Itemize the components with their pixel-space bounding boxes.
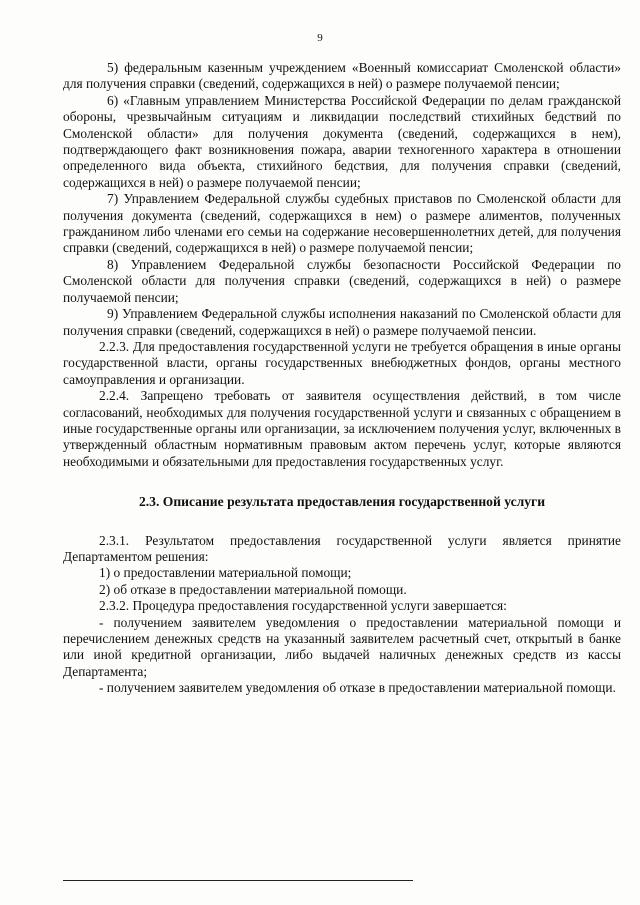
page-number: 9 — [317, 32, 323, 44]
paragraph: 2.2.4. Запрещено требовать от заявителя осуществления действий, в том числе согласований, необходимых для получения государственной услуги и связанных с обращением в иные государственные органы или организации, за исключением получения услуг, включенных в утвержденный областным нормативным правовым актом перечень услуг, которые являются необходимыми и обязательными для предоставления государственных услуг. — [63, 388, 621, 469]
paragraph: 8) Управлением Федеральной службы безопасности Российской Федерации по Смоленской области для получения справки (сведений, содержащихся в ней) о размере получаемой пенсии; — [63, 256, 621, 305]
list-item: - получением заявителем уведомления об отказе в предоставлении материальной помощи. — [99, 680, 616, 696]
document-body — [63, 60, 621, 697]
list-item: 2) об отказе в предоставлении материальной помощи. — [99, 581, 407, 597]
paragraph: 6) «Главным управлением Министерства Российской Федерации по делам гражданской обороны, чрезвычайным ситуациям и ликвидации последствий стихийных бедствий по Смоленской области» для получения документа (сведений, содержащихся в нем), подтверждающего факт возникновения пожара, аварии техногенного характера в отношении определенного вида объекта, стихийного бедствия, для получения справки (сведений, содержащихся в ней) о размере получаемой пенсии; — [63, 92, 621, 190]
paragraph: 2.3.2. Процедура предоставления государственной услуги завершается: — [99, 598, 507, 614]
paragraph: 5) федеральным казенным учреждением «Военный комиссариат Смоленской области» для получения справки (сведений, содержащихся в ней) о размере получаемой пенсии; — [63, 60, 621, 92]
section-heading: 2.3. Описание результата предоставления государственной услуги — [138, 494, 546, 510]
list-item: 1) о предоставлении материальной помощи; — [99, 565, 352, 581]
paragraph: 2.3.1. Результатом предоставления государственной услуги является принятие Департаментом решения: — [63, 532, 621, 564]
footer-divider — [63, 880, 413, 881]
paragraph: 2.2.3. Для предоставления государственной услуги не требуется обращения в иные органы государственной власти, органы государственных внебюджетных фондов, органы местного самоуправления и организации. — [63, 338, 621, 387]
paragraph: 7) Управлением Федеральной службы судебных приставов по Смоленской области для получения документа (сведений, содержащихся в нем) о размере алиментов, полученных гражданином либо членами его семьи на содержание несовершеннолетних детей, для получения справки (сведений, содержащихся в ней) о размере получаемой пенсии; — [63, 191, 621, 256]
paragraph: 9) Управлением Федеральной службы исполнения наказаний по Смоленской области для получения справки (сведений, содержащихся в ней) о размере получаемой пенсии. — [63, 306, 621, 338]
list-item: - получением заявителем уведомления о предоставлении материальной помощи и перечислением денежных средств на указанный заявителем расчетный счет, открытый в банке или иной кредитной организации, либо выдачей наличных денежных средств из кассы Департамента; — [63, 614, 621, 679]
